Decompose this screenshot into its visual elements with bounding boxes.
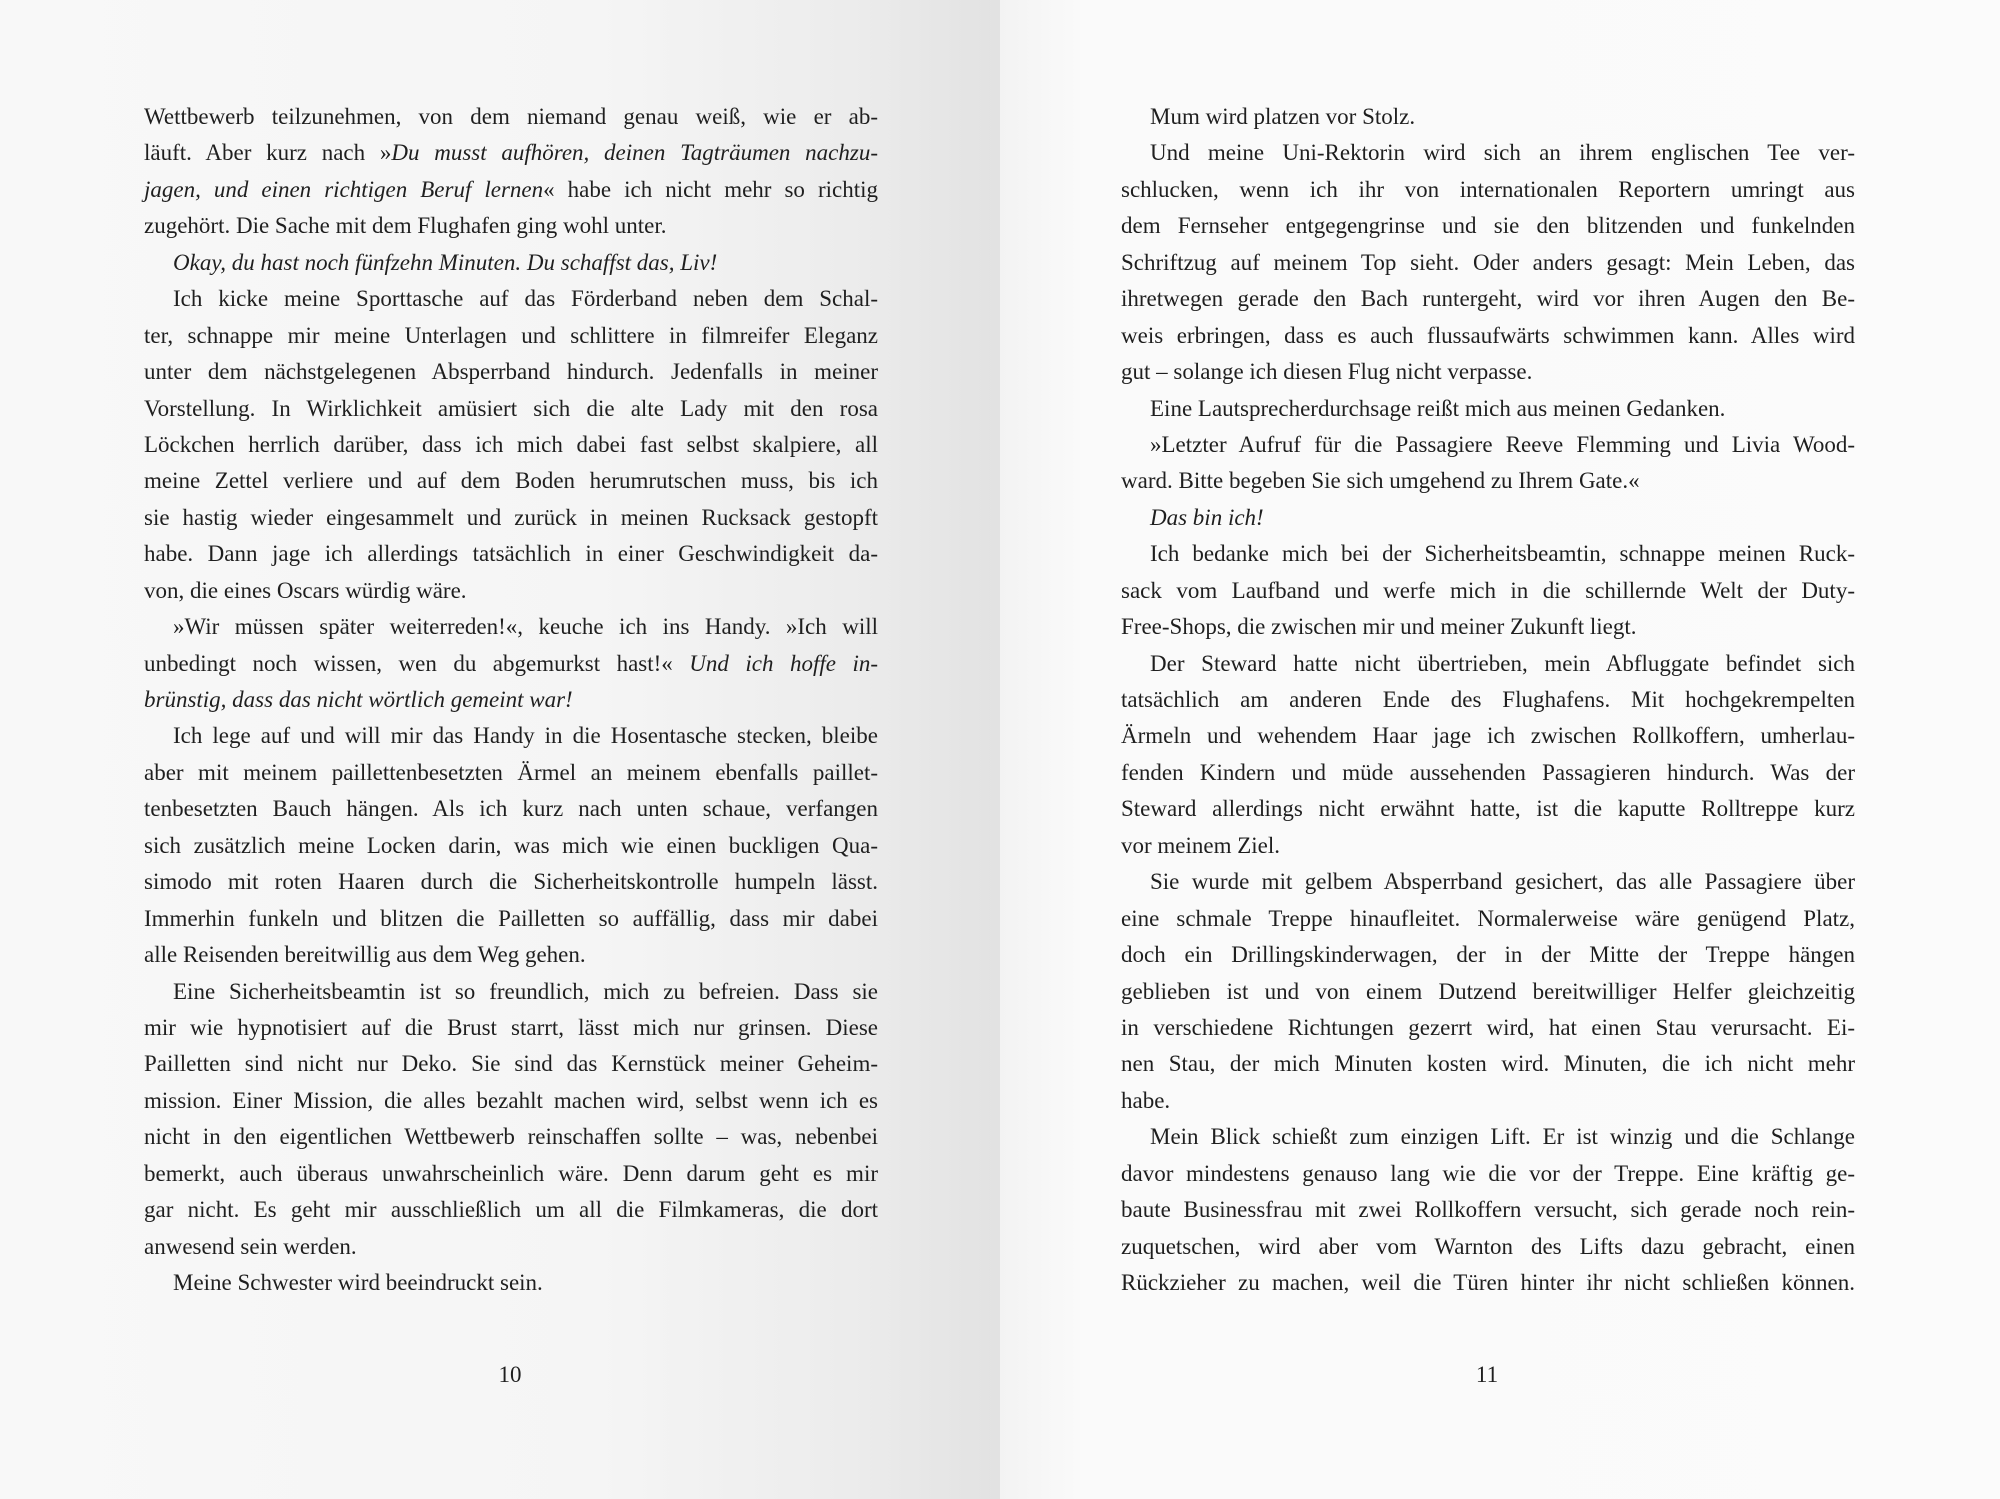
text-line xyxy=(1121,135,1855,171)
text-line xyxy=(1121,1229,1855,1265)
text-segment: habe. xyxy=(1121,1087,1171,1113)
text-segment: gar nicht. Es geht mir ausschließlich um all die Filmkameras, die dort xyxy=(144,1197,878,1223)
text-segment: Ich kicke meine Sporttasche auf das Förderband neben dem Schal- xyxy=(173,286,878,312)
text-line xyxy=(144,828,878,864)
text-line xyxy=(144,646,878,682)
text-line xyxy=(144,1265,878,1301)
text-segment: anwesend sein werden. xyxy=(144,1233,357,1259)
text-segment: nicht in den eigentlichen Wettbewerb reinschaffen sollte – was, nebenbei xyxy=(144,1124,878,1150)
text-line xyxy=(144,1083,878,1119)
text-segment: gut – solange ich diesen Flug nicht verpasse. xyxy=(1121,359,1533,385)
text-line xyxy=(144,864,878,900)
text-segment: Sie wurde mit gelbem Absperrband gesichert, das alle Passagiere über xyxy=(1150,869,1855,895)
text-line xyxy=(1121,864,1855,900)
text-segment: dem Fernseher entgegengrinse und sie den blitzenden und funkelnden xyxy=(1121,213,1855,239)
text-segment: Eine Lautsprecherdurchsage reißt mich aus meinen Gedanken. xyxy=(1150,395,1726,421)
text-line xyxy=(144,682,878,718)
text-segment: in verschiedene Richtungen gezerrt wird, hat einen Stau verursacht. Ei- xyxy=(1121,1014,1855,1040)
text-segment: ter, schnappe mir meine Unterlagen und schlittere in filmreifer Eleganz xyxy=(144,322,878,348)
text-line xyxy=(144,463,878,499)
italic-text: brünstig, dass das nicht wörtlich gemeint war! xyxy=(144,687,573,712)
text-segment: unter dem nächstgelegenen Absperrband hindurch. Jedenfalls in meiner xyxy=(144,359,878,385)
text-segment: von, die eines Oscars würdig wäre. xyxy=(144,577,467,603)
text-segment: meine Zettel verliere und auf dem Boden herumrutschen muss, bis ich xyxy=(144,468,878,494)
right-page-text xyxy=(1121,99,1855,1301)
right-page xyxy=(1000,0,2000,1499)
text-line xyxy=(144,208,878,244)
italic-text: jagen, und einen richtigen Beruf lernen xyxy=(144,176,544,202)
text-segment: läuft. Aber kurz nach » xyxy=(144,140,392,166)
text-line xyxy=(1121,354,1855,390)
text-line xyxy=(1121,1192,1855,1228)
text-segment: Immerhin funkeln und blitzen die Pailletten so auffällig, dass mir dabei xyxy=(144,905,878,931)
text-line xyxy=(1121,646,1855,682)
text-segment: Steward allerdings nicht erwähnt hatte, ist die kaputte Rolltreppe kurz xyxy=(1121,796,1855,822)
text-segment: mission. Einer Mission, die alles bezahlt machen wird, selbst wenn ich es xyxy=(144,1087,878,1113)
text-segment: Und meine Uni-Rektorin wird sich an ihrem englischen Tee ver- xyxy=(1150,140,1855,166)
text-line xyxy=(144,1119,878,1155)
text-line xyxy=(1121,1083,1855,1119)
text-segment: bemerkt, auch überaus unwahrscheinlich wäre. Denn darum geht es mir xyxy=(144,1160,878,1186)
text-segment: « habe ich nicht mehr so richtig xyxy=(543,176,878,202)
text-segment: nen Stau, der mich Minuten kosten wird. Minuten, die ich nicht mehr xyxy=(1121,1051,1855,1077)
text-line xyxy=(144,937,878,973)
text-segment: davor mindestens genauso lang wie die vor der Treppe. Eine kräftig ge- xyxy=(1121,1160,1855,1186)
text-segment: tenbesetzten Bauch hängen. Als ich kurz nach unten schaue, verfangen xyxy=(144,796,878,822)
text-line xyxy=(1121,427,1855,463)
text-line xyxy=(1121,755,1855,791)
text-line xyxy=(144,99,878,135)
text-segment: zugehört. Die Sache mit dem Flughafen ging wohl unter. xyxy=(144,213,667,239)
text-line xyxy=(1121,573,1855,609)
text-line xyxy=(1121,1265,1855,1301)
text-line xyxy=(144,974,878,1010)
text-segment: zuquetschen, wird aber vom Warnton des Lifts dazu gebracht, einen xyxy=(1121,1233,1855,1259)
text-line xyxy=(144,318,878,354)
text-line xyxy=(144,500,878,536)
text-line xyxy=(1121,937,1855,973)
text-line xyxy=(1121,682,1855,718)
page-number: 11 xyxy=(1475,1362,1499,1387)
text-segment: Meine Schwester wird beeindruckt sein. xyxy=(173,1270,543,1295)
text-line xyxy=(1121,1156,1855,1192)
text-segment: Vorstellung. In Wirklichkeit amüsiert sich die alte Lady mit den rosa xyxy=(144,395,878,421)
text-line xyxy=(1121,463,1855,499)
text-line xyxy=(144,245,878,281)
italic-text: Okay, du hast noch fünfzehn Minuten. Du schaffst das, Liv! xyxy=(173,249,718,275)
text-line xyxy=(1121,791,1855,827)
text-segment: sack vom Laufband und werfe mich in die schillernde Welt der Duty- xyxy=(1121,577,1855,603)
text-line xyxy=(144,135,878,171)
text-line xyxy=(1121,609,1855,645)
text-segment: Pailletten sind nicht nur Deko. Sie sind das Kernstück meiner Geheim- xyxy=(144,1051,878,1077)
text-segment: geblieben ist und von einem Dutzend bereitwilliger Helfer gleichzeitig xyxy=(1121,978,1855,1004)
text-segment: Mein Blick schießt zum einzigen Lift. Er ist winzig und die Schlange xyxy=(1150,1124,1855,1150)
text-line xyxy=(1121,318,1855,354)
text-line xyxy=(144,281,878,317)
text-segment: sich zusätzlich meine Locken darin, was mich wie einen buckligen Qua- xyxy=(144,832,878,858)
text-line xyxy=(144,427,878,463)
text-segment: Wettbewerb teilzunehmen, von dem niemand genau weiß, wie er ab- xyxy=(144,104,878,129)
left-page-text xyxy=(144,99,878,1301)
text-line xyxy=(1121,500,1855,536)
text-segment: Der Steward hatte nicht übertrieben, mein Abfluggate befindet sich xyxy=(1150,650,1855,676)
text-segment: ward. Bitte begeben Sie sich umgehend zu Ihrem Gate.« xyxy=(1121,468,1640,494)
text-line xyxy=(1121,1046,1855,1082)
text-line xyxy=(144,1229,878,1265)
text-line xyxy=(144,172,878,208)
text-segment: mir wie hypnotisiert auf die Brust starrt, lässt mich nur grinsen. Diese xyxy=(144,1014,878,1040)
text-line xyxy=(144,573,878,609)
text-line xyxy=(1121,974,1855,1010)
text-line xyxy=(144,755,878,791)
text-line xyxy=(1121,391,1855,427)
text-segment: habe. Dann jage ich allerdings tatsächlich in einer Geschwindigkeit da- xyxy=(144,541,878,567)
text-segment: »Letzter Aufruf für die Passagiere Reeve Flemming und Livia Wood- xyxy=(1150,431,1855,457)
text-segment: Ärmeln und wehendem Haar jage ich zwischen Rollkoffern, umherlau- xyxy=(1121,723,1855,749)
text-line xyxy=(144,1192,878,1228)
text-segment: Ich lege auf und will mir das Handy in die Hosentasche stecken, bleibe xyxy=(173,723,878,749)
text-segment: baute Businessfrau mit zwei Rollkoffern versucht, sich gerade noch rein- xyxy=(1121,1197,1855,1223)
text-line xyxy=(144,391,878,427)
italic-text: Und ich hoffe in- xyxy=(689,650,878,676)
text-segment: doch ein Drillingskinderwagen, der in der Mitte der Treppe hängen xyxy=(1121,942,1855,968)
text-line xyxy=(1121,208,1855,244)
text-segment: fenden Kindern und müde aussehenden Passagieren hindurch. Was der xyxy=(1121,759,1855,785)
text-line xyxy=(1121,828,1855,864)
text-line xyxy=(1121,1010,1855,1046)
page-number: 10 xyxy=(498,1362,522,1387)
text-segment: aber mit meinem paillettenbesetzten Ärmel an meinem ebenfalls paillet- xyxy=(144,759,878,785)
text-line xyxy=(1121,718,1855,754)
text-line xyxy=(144,718,878,754)
text-segment: Mum wird platzen vor Stolz. xyxy=(1150,104,1416,129)
text-line xyxy=(144,1010,878,1046)
text-segment: ihretwegen gerade den Bach runtergeht, wird vor ihren Augen den Be- xyxy=(1121,286,1855,312)
text-segment: tatsächlich am anderen Ende des Flughafens. Mit hochgekrempelten xyxy=(1121,687,1855,712)
text-line xyxy=(1121,99,1855,135)
text-segment: Free-Shops, die zwischen mir und meiner Zukunft liegt. xyxy=(1121,614,1637,640)
text-segment: Ich bedanke mich bei der Sicherheitsbeamtin, schnappe meinen Ruck- xyxy=(1150,541,1855,567)
text-segment: schlucken, wenn ich ihr von internationalen Reportern umringt aus xyxy=(1121,176,1855,202)
text-line xyxy=(1121,245,1855,281)
text-segment: alle Reisenden bereitwillig aus dem Weg gehen. xyxy=(144,942,586,968)
text-segment: eine schmale Treppe hinaufleitet. Normalerweise wäre genügend Platz, xyxy=(1121,905,1855,931)
text-line xyxy=(1121,901,1855,937)
text-segment: unbedingt noch wissen, wen du abgemurkst hast!« xyxy=(144,650,690,676)
text-line xyxy=(144,609,878,645)
text-line xyxy=(1121,536,1855,572)
text-segment: vor meinem Ziel. xyxy=(1121,832,1281,858)
italic-text: Das bin ich! xyxy=(1150,504,1264,530)
text-segment: Löckchen herrlich darüber, dass ich mich dabei fast selbst skalpiere, all xyxy=(144,431,878,457)
text-line xyxy=(144,1156,878,1192)
text-line xyxy=(1121,1119,1855,1155)
italic-text: Du musst aufhören, deinen Tagträumen nachzu- xyxy=(391,140,878,166)
text-line xyxy=(144,536,878,572)
text-line xyxy=(144,901,878,937)
text-segment: »Wir müssen später weiterreden!«, keuche ich ins Handy. »Ich will xyxy=(173,614,878,640)
text-line xyxy=(1121,172,1855,208)
text-segment: sie hastig wieder eingesammelt und zurück in meinen Rucksack gestopft xyxy=(144,504,878,530)
text-segment: Eine Sicherheitsbeamtin ist so freundlich, mich zu befreien. Dass sie xyxy=(173,978,878,1004)
text-segment: Schriftzug auf meinem Top sieht. Oder anders gesagt: Mein Leben, das xyxy=(1121,249,1855,275)
text-segment: simodo mit roten Haaren durch die Sicherheitskontrolle humpeln lässt. xyxy=(144,869,878,895)
text-line xyxy=(144,1046,878,1082)
text-segment: Rückzieher zu machen, weil die Türen hinter ihr nicht schließen können. xyxy=(1121,1270,1855,1295)
text-line xyxy=(144,791,878,827)
text-line xyxy=(1121,281,1855,317)
text-segment: weis erbringen, dass es auch flussaufwärts schwimmen kann. Alles wird xyxy=(1121,322,1855,348)
text-line xyxy=(144,354,878,390)
